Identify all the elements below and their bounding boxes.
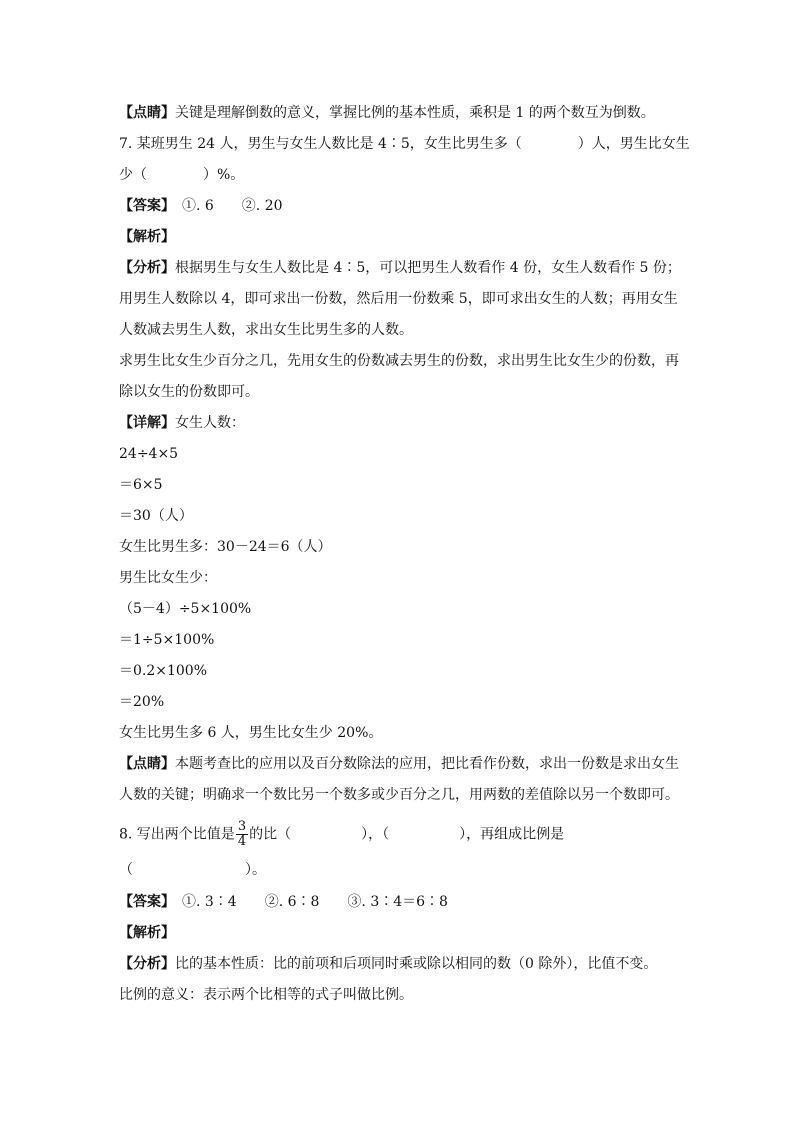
- fraction: [236, 820, 248, 849]
- text-line: [119, 103, 655, 123]
- text-line: 用男生人数除以 4，即可求出一份数，然后用一份数乘 5，即可求出女生的人数；再用女生: [119, 291, 678, 307]
- text-line: 求男生比女生少百分之几，先用女生的份数减去男生的份数，求出男生比女生少的份数，再: [119, 353, 679, 369]
- section-tag: 【点睛】: [119, 105, 175, 121]
- question-7: 7. 某班男生 24 人，男生与女生人数比是 4∶5，女生比男生多（ ）人，男生比女生: [119, 136, 690, 152]
- text-line: 比例的意义：表示两个比相等的式子叫做比例。: [119, 987, 413, 1003]
- line-text: 根据男生与女生人数比是 4∶5，可以把男生人数看作 4 份，女生人数看作 5 份；: [175, 260, 681, 276]
- text-line: （ ）。: [119, 862, 266, 878]
- text-line: 除以女生的份数即可。: [119, 384, 259, 400]
- equation-line: ＝6×5: [119, 477, 163, 493]
- text-line: [119, 754, 679, 774]
- line-text: 8. 写出两个比值是: [119, 826, 235, 843]
- equation-line: ＝20%: [119, 694, 165, 710]
- line-text: 关键是理解倒数的意义，掌握比例的基本性质，乘积是 1 的两个数互为倒数。: [175, 105, 655, 121]
- equation-line: ＝1÷5×100%: [119, 632, 215, 648]
- answer-line: [119, 892, 448, 912]
- analysis-heading: 【解析】: [119, 925, 175, 941]
- section-tag: 【答案】: [119, 894, 168, 910]
- question-8: [119, 820, 564, 849]
- section-tag: 【详解】: [119, 415, 175, 431]
- text-line: 女生比男生多：30－24＝6（人）: [119, 539, 332, 555]
- section-tag: 【分析】: [119, 956, 175, 972]
- text-line: [119, 258, 681, 278]
- text-line: [119, 954, 657, 974]
- line-text: 的比（ ），（ ），再组成比例是: [249, 826, 565, 843]
- line-text: ①. 6 ②. 20: [168, 198, 283, 214]
- text-line: 人数减去男生人数，求出女生比男生多的人数。: [119, 322, 413, 338]
- fraction-numerator: 3: [237, 819, 247, 834]
- equation-line: （5－4）÷5×100%: [119, 601, 252, 617]
- section-tag: 【答案】: [119, 198, 168, 214]
- equation-line: 24÷4×5: [119, 446, 179, 462]
- line-text: 比的基本性质：比的前项和后项同时乘或除以相同的数（0 除外），比值不变。: [175, 956, 658, 972]
- analysis-heading: 【解析】: [119, 229, 175, 245]
- text-line: [119, 413, 245, 433]
- line-text: 本题考查比的应用以及百分数除法的应用，把比看作份数，求出一份数是求出女生: [175, 756, 679, 772]
- text-line: 人数的关键；明确求一个数比另一个数多或少百分之几，用两数的差值除以另一个数即可。: [119, 787, 679, 803]
- line-text: 女生人数：: [175, 415, 245, 431]
- equation-line: ＝0.2×100%: [119, 663, 208, 679]
- text-line: 少（ ）%。: [119, 167, 245, 183]
- section-tag: 【分析】: [119, 260, 175, 276]
- section-tag: 【点睛】: [119, 756, 175, 772]
- text-line: 男生比女生少：: [119, 570, 217, 586]
- answer-line: [119, 196, 283, 216]
- equation-line: ＝30（人）: [119, 508, 193, 524]
- line-text: ①. 3∶4 ②. 6∶8 ③. 3∶4＝6∶8: [168, 894, 448, 910]
- text-line: 女生比男生多 6 人，男生比女生少 20%。: [119, 725, 383, 741]
- fraction-denominator: 4: [237, 834, 247, 849]
